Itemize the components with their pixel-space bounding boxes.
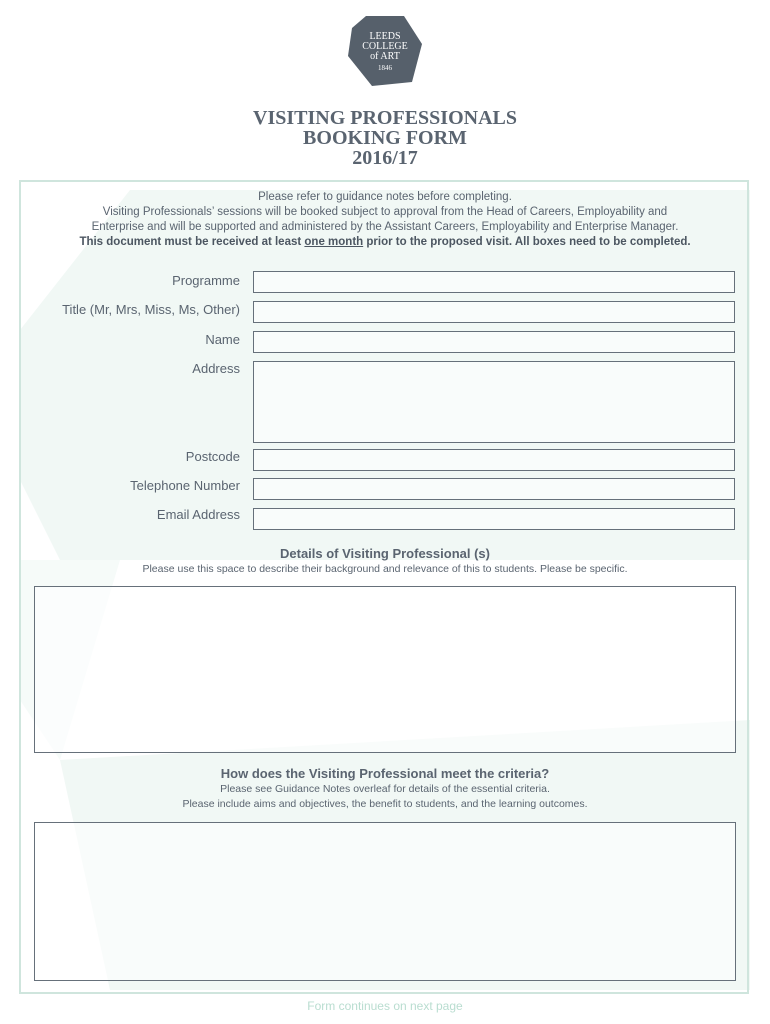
logo-line-3: of ART (370, 51, 400, 62)
details-heading: Details of Visiting Professional (s) (280, 546, 490, 561)
logo-line-2: COLLEGE (362, 41, 408, 52)
postcode-label: Postcode (185, 449, 240, 464)
address-field[interactable] (253, 361, 735, 443)
college-logo (346, 14, 424, 88)
title-field[interactable] (253, 301, 735, 323)
intro-line-4 (20, 235, 750, 250)
intro-one-month: one month (304, 236, 364, 248)
criteria-subtext-2: Please include aims and objectives, the benefit to students, and the learning outcomes. (182, 798, 588, 810)
name-field[interactable] (253, 331, 735, 353)
details-textarea[interactable] (34, 586, 736, 753)
intro-line-3: Enterprise and will be supported and administered by the Assistant Careers, Employability and Enterprise Manager. (91, 221, 679, 233)
continues-footer: Form continues on next page (307, 999, 463, 1013)
criteria-heading: How does the Visiting Professional meet the criteria? (220, 766, 550, 781)
title-label: Title (Mr, Mrs, Miss, Ms, Other) (62, 302, 240, 317)
form-title-year: 2016/17 (352, 147, 418, 169)
form-title-line-2: BOOKING FORM (303, 127, 467, 149)
email-label: Email Address (156, 507, 240, 522)
telephone-label: Telephone Number (130, 478, 240, 493)
intro-line-1: Please refer to guidance notes before completing. (258, 191, 512, 203)
programme-label: Programme (172, 273, 240, 288)
telephone-field[interactable] (253, 478, 735, 500)
details-subtext: Please use this space to describe their background and relevance of this to students. Please be specific. (142, 563, 628, 575)
email-field[interactable] (253, 508, 735, 530)
logo-line-4: 1846 (378, 64, 392, 72)
criteria-textarea[interactable] (34, 822, 736, 981)
logo-line-1: LEEDS (369, 31, 401, 42)
address-label: Address (192, 361, 240, 376)
criteria-subtext-1: Please see Guidance Notes overleaf for details of the essential criteria. (220, 783, 550, 795)
programme-field[interactable] (253, 271, 735, 293)
intro-line-2: Visiting Professionals’ sessions will be booked subject to approval from the Head of Careers, Employability and (102, 206, 668, 218)
form-title-line-1: VISITING PROFESSIONALS (253, 107, 517, 129)
intro-line-4-pre: This document must be received at least (79, 236, 305, 248)
intro-line-4-post: prior to the proposed visit. All boxes need to be completed. (363, 236, 691, 248)
name-label: Name (205, 332, 240, 347)
postcode-field[interactable] (253, 449, 735, 471)
